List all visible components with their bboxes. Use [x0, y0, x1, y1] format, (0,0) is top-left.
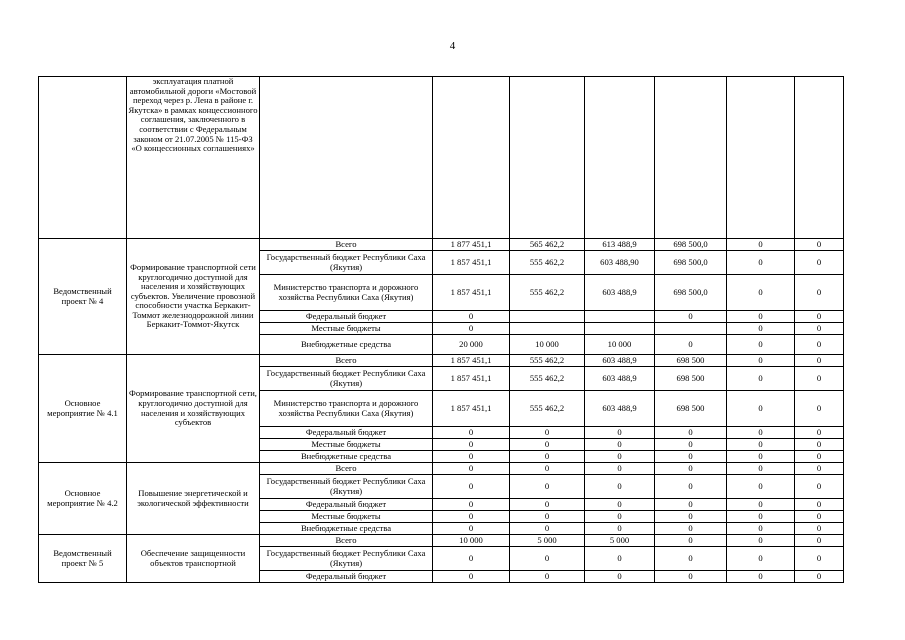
value-cell: 0 — [585, 523, 655, 535]
value-cell — [510, 323, 585, 335]
description-cell: Обеспечение защищенности объектов транспортной — [127, 535, 260, 583]
table-row — [39, 239, 844, 251]
value-cell: 698 500 — [655, 391, 727, 427]
value-cell: 0 — [727, 451, 795, 463]
value-cell: 0 — [795, 451, 844, 463]
project-name-cell: Ведомственный проект № 5 — [39, 535, 127, 583]
value-cell: 0 — [433, 463, 510, 475]
value-cell: 0 — [510, 547, 585, 571]
value-cell: 0 — [433, 475, 510, 499]
value-cell: 603 488,90 — [585, 251, 655, 275]
project-name-cell: Ведомственный проект № 4 — [39, 239, 127, 355]
funding-source-cell: Федеральный бюджет — [260, 571, 433, 583]
value-cell: 0 — [795, 463, 844, 475]
funding-source-cell: Федеральный бюджет — [260, 427, 433, 439]
project-name-cell: Основное мероприятие № 4.2 — [39, 463, 127, 535]
funding-source-cell — [260, 77, 433, 239]
value-cell: 1 857 451,1 — [433, 367, 510, 391]
value-cell: 0 — [727, 427, 795, 439]
value-cell: 603 488,9 — [585, 355, 655, 367]
value-cell: 0 — [727, 323, 795, 335]
value-cell — [655, 323, 727, 335]
funding-source-cell: Всего — [260, 239, 433, 251]
value-cell: 0 — [510, 475, 585, 499]
funding-source-cell: Всего — [260, 355, 433, 367]
value-cell: 0 — [510, 499, 585, 511]
funding-source-cell: Федеральный бюджет — [260, 311, 433, 323]
value-cell: 565 462,2 — [510, 239, 585, 251]
value-cell: 0 — [727, 391, 795, 427]
value-cell: 0 — [433, 511, 510, 523]
description-cell: Формирование транспортной сети круглогодично доступной для населения и хозяйствующих субъектов. Увеличение провозной способности участка Беркакит-Томмот железнодорожной линии Беркакит-Томмот-Якутск — [127, 239, 260, 355]
value-cell: 0 — [795, 323, 844, 335]
value-cell: 0 — [433, 427, 510, 439]
value-cell: 0 — [433, 523, 510, 535]
value-cell: 0 — [655, 499, 727, 511]
funding-source-cell: Местные бюджеты — [260, 439, 433, 451]
value-cell: 0 — [795, 439, 844, 451]
table-row — [39, 355, 844, 367]
value-cell: 0 — [795, 311, 844, 323]
value-cell: 0 — [727, 439, 795, 451]
value-cell: 603 488,9 — [585, 275, 655, 311]
value-cell: 0 — [795, 523, 844, 535]
value-cell: 0 — [795, 391, 844, 427]
value-cell — [585, 323, 655, 335]
value-cell: 0 — [655, 511, 727, 523]
value-cell: 10 000 — [510, 335, 585, 355]
value-cell: 0 — [795, 499, 844, 511]
value-cell: 5 000 — [585, 535, 655, 547]
value-cell: 0 — [727, 335, 795, 355]
budget-table — [38, 76, 844, 583]
table-row — [39, 535, 844, 547]
value-cell: 10 000 — [433, 535, 510, 547]
funding-source-cell: Внебюджетные средства — [260, 523, 433, 535]
value-cell: 0 — [727, 355, 795, 367]
page-number: 4 — [449, 40, 456, 52]
funding-source-cell: Государственный бюджет Республики Саха (Якутия) — [260, 367, 433, 391]
value-cell: 698 500,0 — [655, 239, 727, 251]
value-cell: 0 — [585, 439, 655, 451]
value-cell: 0 — [655, 451, 727, 463]
value-cell: 0 — [433, 571, 510, 583]
value-cell: 0 — [795, 535, 844, 547]
value-cell: 1 857 451,1 — [433, 251, 510, 275]
table-row — [39, 77, 844, 239]
value-cell: 0 — [585, 511, 655, 523]
value-cell: 0 — [655, 311, 727, 323]
value-cell: 0 — [510, 523, 585, 535]
value-cell: 0 — [510, 571, 585, 583]
value-cell: 0 — [585, 547, 655, 571]
value-cell: 555 462,2 — [510, 391, 585, 427]
value-cell: 0 — [655, 439, 727, 451]
description-cell: эксплуатация платной автомобильной дороги «Мостовой переход через р. Лена в районе г. Якутска» в рамках концессионного соглашения, заключенного в соответствии с Федеральным законом от 21.07.2005 № 115-ФЗ «О концессионных соглашениях» — [127, 77, 260, 239]
value-cell: 555 462,2 — [510, 355, 585, 367]
value-cell: 0 — [795, 367, 844, 391]
value-cell: 1 857 451,1 — [433, 355, 510, 367]
value-cell: 0 — [585, 427, 655, 439]
funding-source-cell: Государственный бюджет Республики Саха (Якутия) — [260, 475, 433, 499]
value-cell: 0 — [727, 239, 795, 251]
description-cell: Повышение энергетической и экологической эффективности — [127, 463, 260, 535]
value-cell: 0 — [655, 571, 727, 583]
value-cell: 603 488,9 — [585, 367, 655, 391]
value-cell — [585, 77, 655, 239]
value-cell — [433, 77, 510, 239]
value-cell: 555 462,2 — [510, 251, 585, 275]
value-cell: 613 488,9 — [585, 239, 655, 251]
value-cell: 0 — [655, 463, 727, 475]
value-cell: 0 — [510, 427, 585, 439]
value-cell: 1 877 451,1 — [433, 239, 510, 251]
value-cell: 0 — [655, 427, 727, 439]
value-cell: 1 857 451,1 — [433, 391, 510, 427]
value-cell: 0 — [585, 463, 655, 475]
value-cell: 0 — [510, 463, 585, 475]
value-cell: 0 — [795, 239, 844, 251]
value-cell: 0 — [727, 475, 795, 499]
value-cell: 0 — [727, 511, 795, 523]
value-cell: 0 — [727, 571, 795, 583]
value-cell: 0 — [585, 451, 655, 463]
funding-source-cell: Федеральный бюджет — [260, 499, 433, 511]
value-cell: 0 — [795, 427, 844, 439]
value-cell: 0 — [655, 535, 727, 547]
value-cell: 0 — [795, 475, 844, 499]
funding-source-cell: Всего — [260, 463, 433, 475]
value-cell: 0 — [433, 311, 510, 323]
value-cell: 0 — [727, 251, 795, 275]
value-cell: 20 000 — [433, 335, 510, 355]
value-cell: 0 — [795, 251, 844, 275]
description-cell: Формирование транспортной сети, круглогодично доступной для населения и хозяйствующих субъектов — [127, 355, 260, 463]
value-cell: 0 — [727, 311, 795, 323]
value-cell: 603 488,9 — [585, 391, 655, 427]
value-cell — [655, 77, 727, 239]
value-cell — [510, 77, 585, 239]
value-cell: 0 — [433, 451, 510, 463]
funding-source-cell: Государственный бюджет Республики Саха (Якутия) — [260, 251, 433, 275]
value-cell: 0 — [585, 571, 655, 583]
value-cell: 0 — [655, 523, 727, 535]
funding-source-cell: Местные бюджеты — [260, 323, 433, 335]
value-cell: 0 — [655, 475, 727, 499]
value-cell: 0 — [585, 499, 655, 511]
value-cell — [585, 311, 655, 323]
value-cell: 0 — [433, 323, 510, 335]
value-cell: 0 — [795, 355, 844, 367]
funding-source-cell: Внебюджетные средства — [260, 451, 433, 463]
value-cell: 555 462,2 — [510, 275, 585, 311]
value-cell: 0 — [795, 547, 844, 571]
funding-source-cell: Местные бюджеты — [260, 511, 433, 523]
funding-source-cell: Государственный бюджет Республики Саха (Якутия) — [260, 547, 433, 571]
project-name-cell — [39, 77, 127, 239]
value-cell — [510, 311, 585, 323]
value-cell: 0 — [727, 535, 795, 547]
value-cell: 0 — [510, 439, 585, 451]
value-cell: 0 — [727, 499, 795, 511]
value-cell: 0 — [433, 439, 510, 451]
value-cell: 698 500,0 — [655, 275, 727, 311]
value-cell: 0 — [727, 463, 795, 475]
value-cell — [727, 77, 795, 239]
value-cell: 698 500,0 — [655, 251, 727, 275]
funding-source-cell: Министерство транспорта и дорожного хозяйства Республики Саха (Якутия) — [260, 391, 433, 427]
value-cell: 698 500 — [655, 355, 727, 367]
value-cell: 0 — [795, 335, 844, 355]
funding-source-cell: Всего — [260, 535, 433, 547]
value-cell: 698 500 — [655, 367, 727, 391]
value-cell: 0 — [795, 571, 844, 583]
table-row — [39, 463, 844, 475]
value-cell: 0 — [433, 499, 510, 511]
project-name-cell: Основное мероприятие № 4.1 — [39, 355, 127, 463]
value-cell: 0 — [727, 523, 795, 535]
value-cell — [795, 77, 844, 239]
value-cell: 0 — [433, 547, 510, 571]
value-cell: 0 — [795, 511, 844, 523]
value-cell: 0 — [727, 367, 795, 391]
value-cell: 0 — [727, 275, 795, 311]
value-cell: 0 — [585, 475, 655, 499]
value-cell: 555 462,2 — [510, 367, 585, 391]
value-cell: 0 — [510, 511, 585, 523]
value-cell: 5 000 — [510, 535, 585, 547]
value-cell: 0 — [795, 275, 844, 311]
value-cell: 0 — [655, 547, 727, 571]
value-cell: 0 — [655, 335, 727, 355]
funding-source-cell: Министерство транспорта и дорожного хозяйства Республики Саха (Якутия) — [260, 275, 433, 311]
value-cell: 1 857 451,1 — [433, 275, 510, 311]
value-cell: 0 — [510, 451, 585, 463]
funding-source-cell: Внебюджетные средства — [260, 335, 433, 355]
value-cell: 10 000 — [585, 335, 655, 355]
value-cell: 0 — [727, 547, 795, 571]
